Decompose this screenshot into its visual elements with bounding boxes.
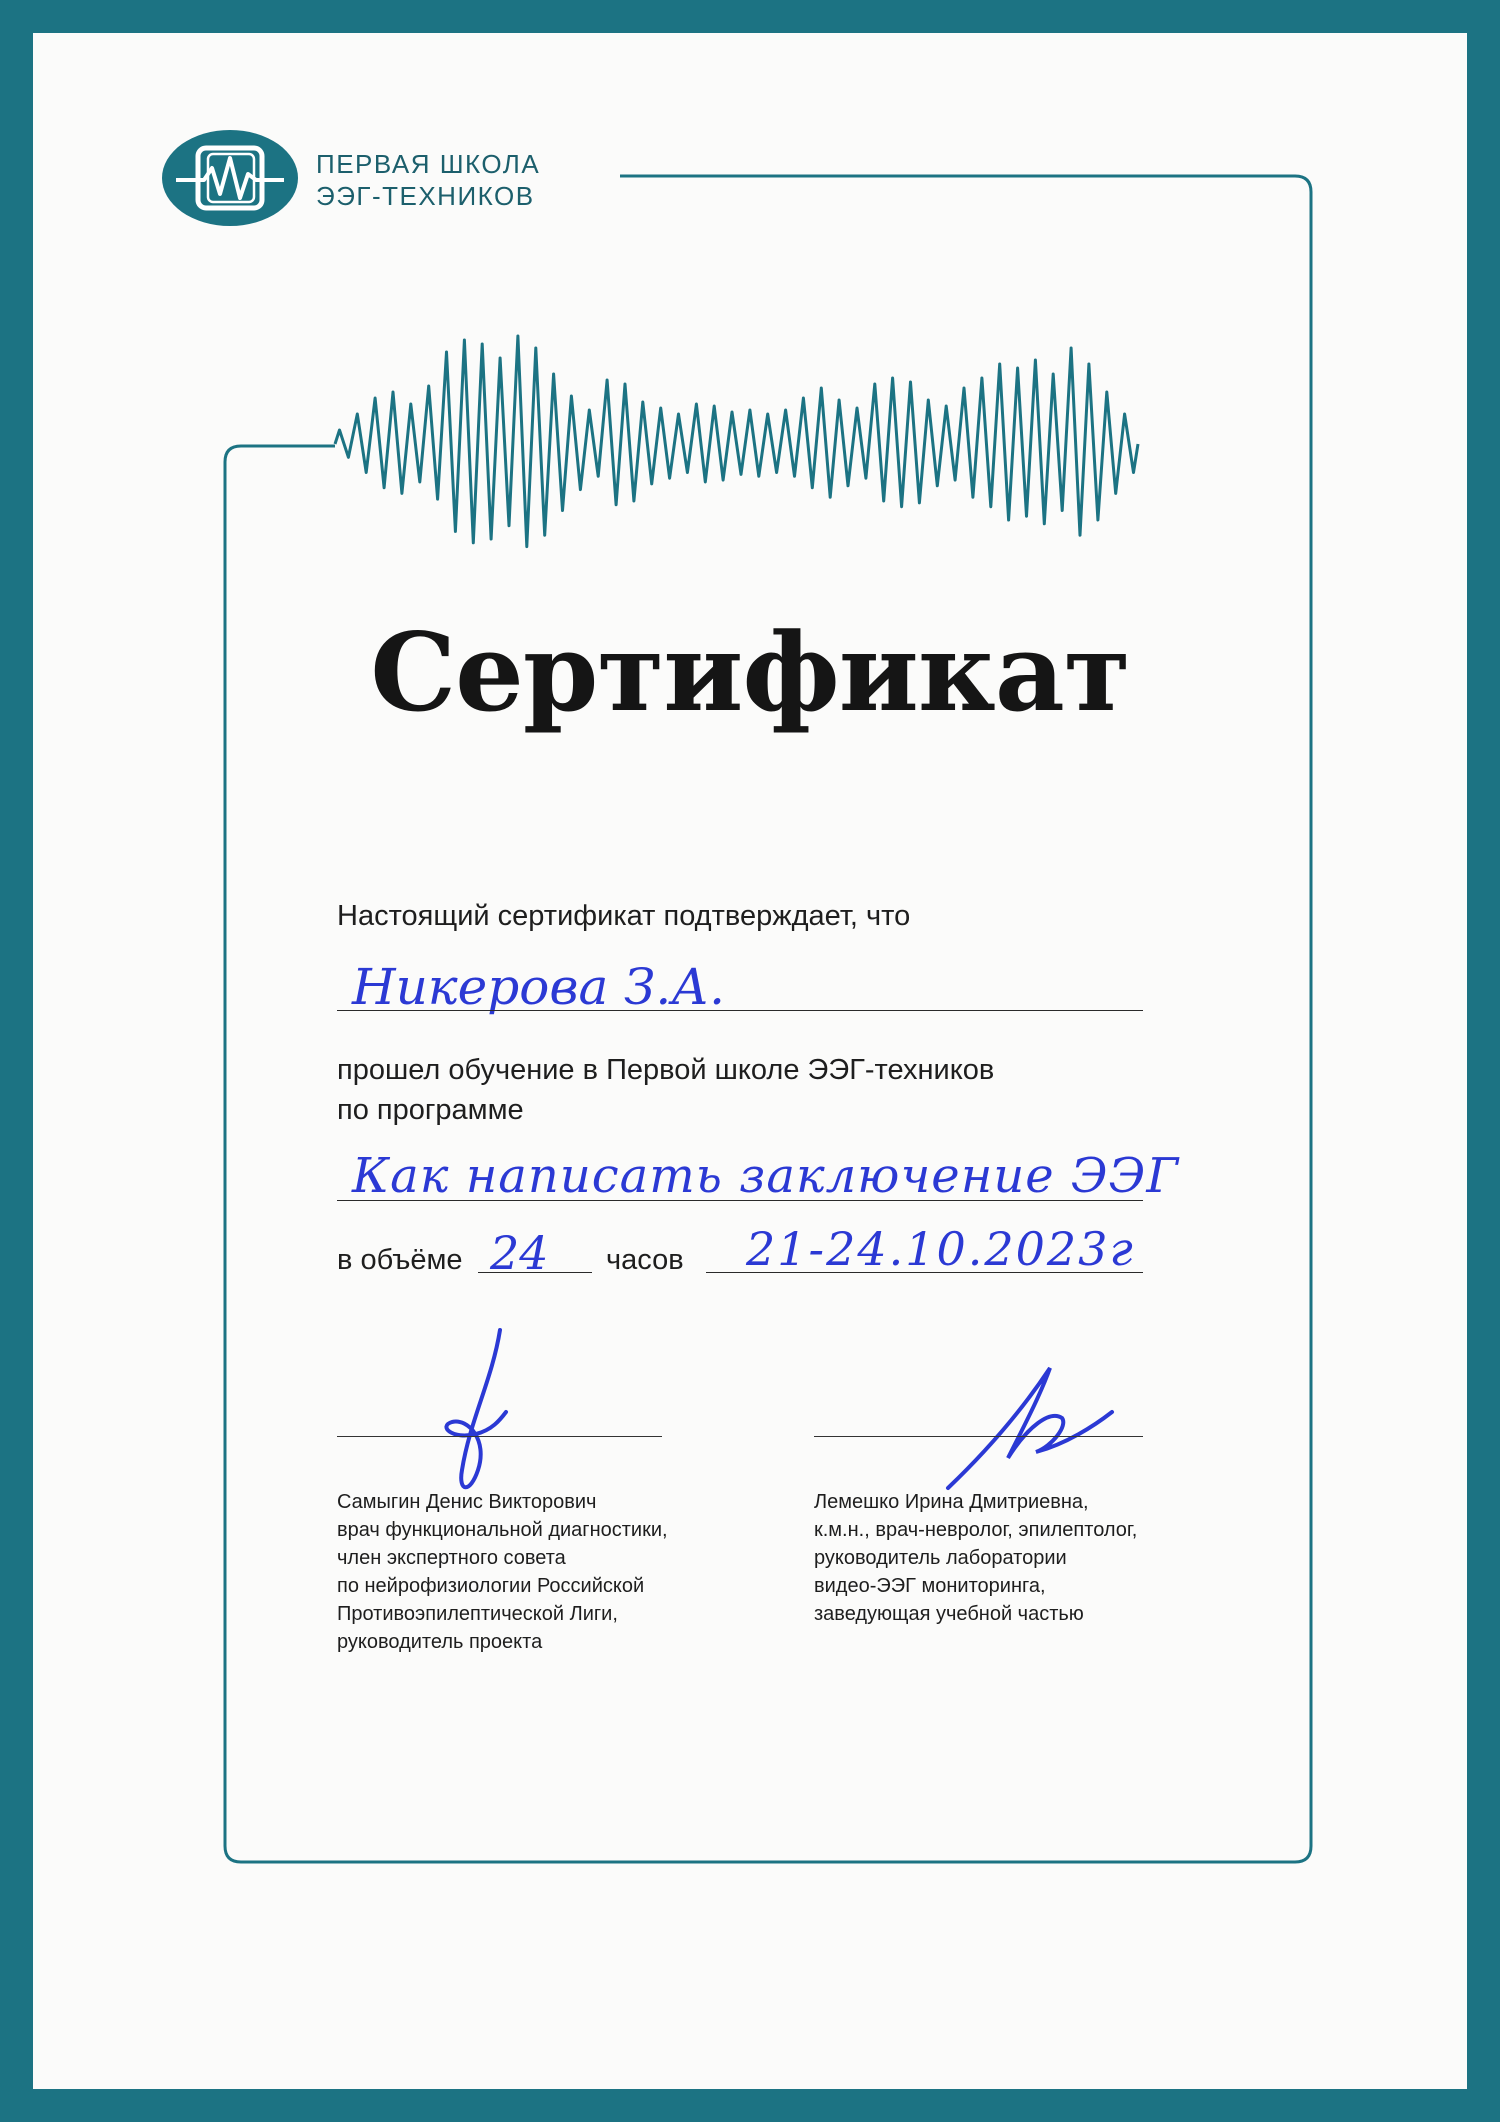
volume-prefix: в объёме — [337, 1244, 463, 1276]
hours-value: 24 — [490, 1226, 549, 1280]
left-signatory-info — [337, 1488, 668, 1656]
right-signatory-line: заведующая учебной частью — [814, 1603, 1084, 1625]
right-signatory-line: видео-ЭЭГ мониторинга, — [814, 1575, 1046, 1597]
completed-text-line-2: по программе — [337, 1094, 524, 1126]
left-signatory-line: врач функциональной диагностики, — [337, 1519, 668, 1541]
school-name-line-1: ПЕРВАЯ ШКОЛА — [316, 149, 541, 179]
left-signatory-line: по нейрофизиологии Российской — [337, 1575, 645, 1597]
left-signatory-line: Самыгин Денис Викторович — [337, 1491, 597, 1513]
right-signature-line — [814, 1436, 1143, 1437]
program-line — [337, 1200, 1143, 1201]
school-name — [316, 148, 540, 212]
left-signatory-line: Противоэпилептической Лиги, — [337, 1603, 618, 1625]
right-signatory-info — [814, 1488, 1137, 1628]
recipient-name: Никерова З.А. — [352, 958, 725, 1016]
left-signatory-line: член экспертного совета — [337, 1547, 566, 1569]
right-signatory-line: Лемешко Ирина Дмитриевна, — [814, 1491, 1089, 1513]
program-name: Как написать заключение ЭЭГ — [352, 1148, 1180, 1204]
school-name-line-2: ЭЭГ-ТЕХНИКОВ — [316, 181, 535, 211]
left-signatory-line: руководитель проекта — [337, 1631, 543, 1653]
school-logo-icon — [160, 128, 300, 228]
left-signature-line — [337, 1436, 662, 1437]
completed-text-line-1: прошел обучение в Первой школе ЭЭГ-техников — [337, 1054, 995, 1086]
right-signatory-line: руководитель лаборатории — [814, 1547, 1067, 1569]
recipient-name-line — [337, 1010, 1143, 1011]
volume-suffix: часов — [606, 1244, 684, 1276]
intro-text: Настоящий сертификат подтверждает, что — [337, 900, 911, 932]
certificate-title: Сертификат — [370, 610, 1130, 736]
course-dates: 21-24.10.2023г — [746, 1222, 1135, 1276]
dates-line — [706, 1272, 1143, 1273]
right-signatory-line: к.м.н., врач-невролог, эпилептолог, — [814, 1519, 1138, 1541]
hours-line — [478, 1272, 592, 1273]
